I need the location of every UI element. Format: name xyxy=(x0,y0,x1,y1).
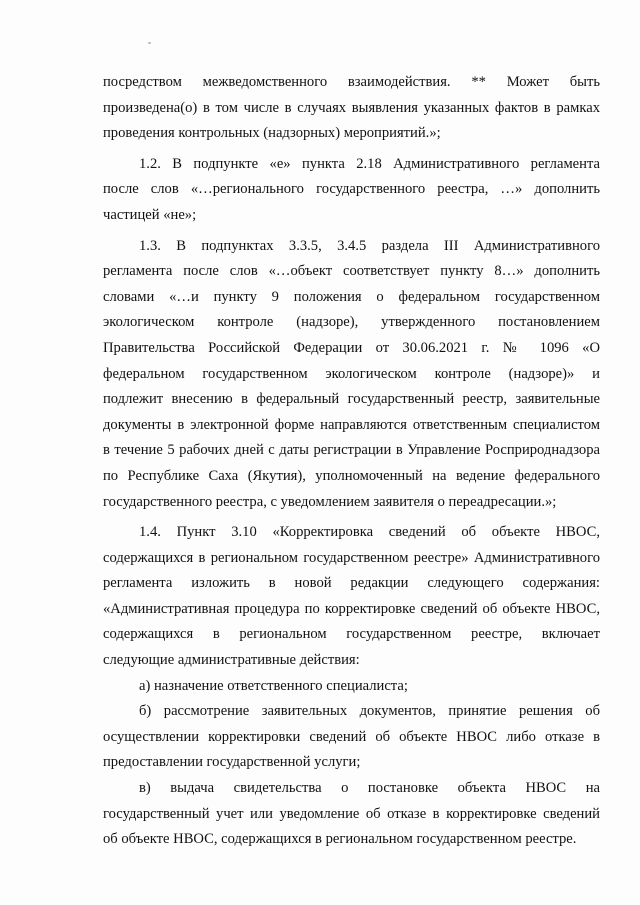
text-line: осуществлении корректировки сведений об объекте НВОС либо отказе в xyxy=(103,728,600,745)
text-line: посредством межведомственного взаимодействия. ** Может быть xyxy=(103,74,600,90)
text-line: регламента после слов «…объект соответствует пункту 8…» дополнить xyxy=(103,263,600,280)
text-line: «Административная процедура по корректировке сведений об объекте НВОС, xyxy=(103,600,600,617)
text-line: содержащихся в региональном государственном реестре» Административного xyxy=(103,549,600,566)
text-line: в) выдача свидетельства о постановке объекта НВОС на xyxy=(139,780,600,797)
text-line: об объекте НВОС, содержащихся в региональном государственном реестре. xyxy=(103,831,577,848)
scan-speck xyxy=(148,42,151,44)
text-line: предоставлении государственной услуги; xyxy=(103,754,361,771)
text-line: 1.2. В подпункте «е» пункта 2.18 Административного регламента xyxy=(139,155,600,172)
text-line: в течение 5 рабочих дней с даты регистрации в Управление Росприроднадзора xyxy=(103,442,600,459)
document-body xyxy=(103,70,600,853)
text-line: произведена(о) в том числе в случаях выявления указанных фактов в рамках xyxy=(103,99,600,116)
text-line: частицей «не»; xyxy=(103,206,197,223)
text-line: 1.4. Пункт 3.10 «Корректировка сведений об объекте НВОС, xyxy=(139,524,600,541)
text-line: 1.3. В подпунктах 3.3.5, 3.4.5 раздела III Административного xyxy=(139,237,600,254)
text-line: по Республике Саха (Якутия), уполномоченный на ведение федерального xyxy=(103,467,600,484)
text-line: а) назначение ответственного специалиста; xyxy=(139,677,408,694)
text-line: регламента изложить в новой редакции следующего содержания: xyxy=(103,575,600,592)
text-line: словами «…и пункту 9 положения о федеральном государственном xyxy=(103,288,600,305)
text-line: после слов «…регионального государственного реестра, …» дополнить xyxy=(103,181,600,198)
text-line: государственного реестра, с уведомлением заявителя о переадресации.»; xyxy=(103,493,557,510)
text-line: федеральном государственном экологическом контроле (надзоре)» и xyxy=(103,365,600,382)
text-line: подлежит внесению в федеральный государственный реестр, заявительные xyxy=(103,391,600,408)
text-line: б) рассмотрение заявительных документов, принятие решения об xyxy=(139,703,600,720)
text-line: содержащихся в региональном государственном реестре, включает xyxy=(103,626,600,643)
text-line: проведения контрольных (надзорных) мероприятий.»; xyxy=(103,125,441,142)
text-line: экологическом контроле (надзоре), утвержденного постановлением xyxy=(103,314,600,331)
text-line: Правительства Российской Федерации от 30.06.2021 г. № 1096 «О xyxy=(103,339,600,356)
text-line: следующие административные действия: xyxy=(103,652,360,669)
text-line: документы в электронной форме направляются ответственным специалистом xyxy=(103,416,600,433)
text-line: государственный учет или уведомление об отказе в корректировке сведений xyxy=(103,805,600,822)
